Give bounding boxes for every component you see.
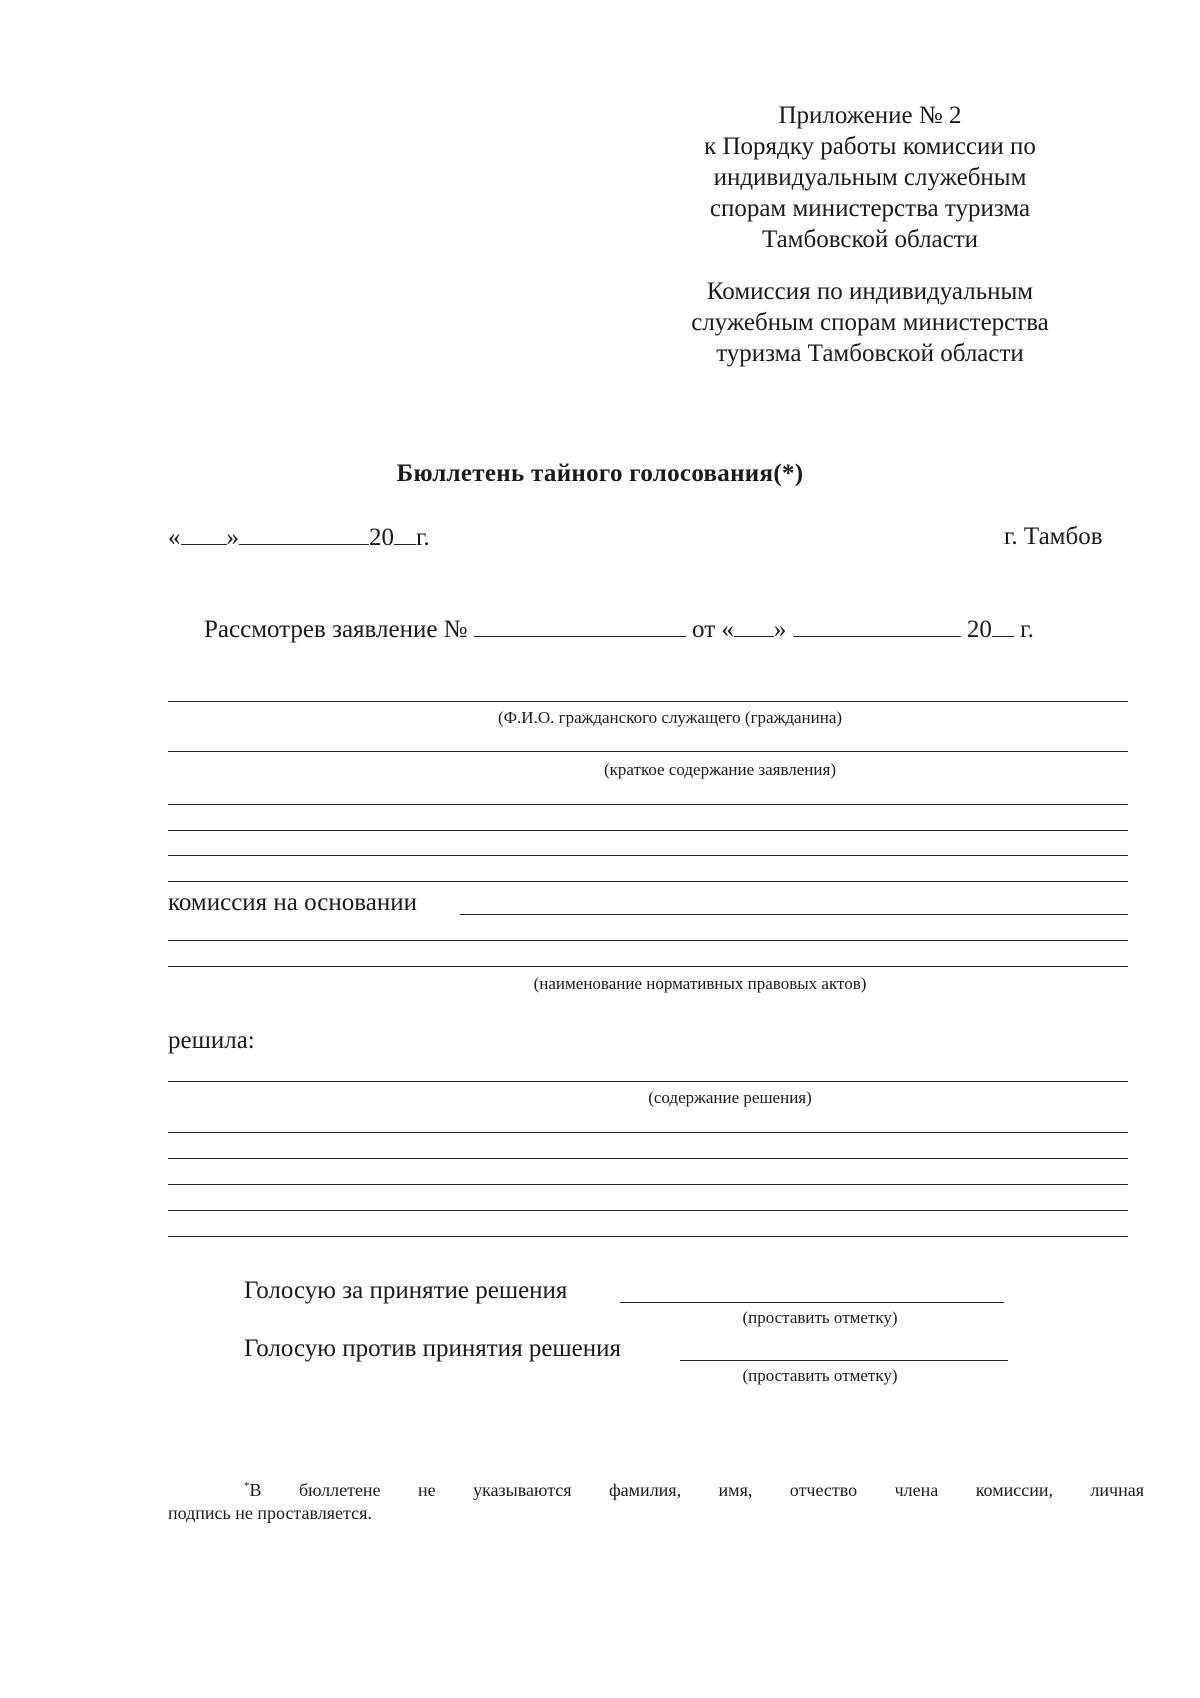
acts-caption: (наименование нормативных правовых актов): [533, 974, 867, 993]
statement-number-blank[interactable]: [474, 614, 686, 637]
vote-for-label: Голосую за принятие решения: [244, 1277, 568, 1304]
statement-close-quote: »: [773, 616, 787, 643]
basis-label: комиссия на основании: [168, 889, 417, 916]
date-year-prefix: 20: [369, 524, 394, 551]
basis-extra-line[interactable]: [168, 940, 1128, 941]
footnote-line-2: подпись не проставляется.: [168, 1503, 372, 1523]
appendix-line: Приложение № 2: [778, 102, 962, 129]
decision-line[interactable]: [168, 1081, 1128, 1082]
addressee-block: [690, 276, 1050, 369]
decision-extra-line[interactable]: [168, 1210, 1128, 1211]
decided-label: решила:: [168, 1027, 255, 1054]
summary-extra-line[interactable]: [168, 830, 1128, 831]
decision-extra-line[interactable]: [168, 1158, 1128, 1159]
summary-line[interactable]: [168, 751, 1128, 752]
footnote-mark: *: [244, 1480, 250, 1492]
statement-year-prefix: 20: [966, 616, 992, 643]
fio-line[interactable]: [168, 701, 1128, 702]
vote-against-line[interactable]: [680, 1360, 1008, 1361]
basis-extra-line[interactable]: [168, 966, 1128, 967]
statement-from: от «: [692, 616, 734, 643]
summary-extra-line[interactable]: [168, 881, 1128, 882]
vote-against-label: Голосую против принятия решения: [244, 1335, 622, 1362]
addressee-line: служебным спорам министерства: [691, 309, 1049, 336]
summary-extra-line[interactable]: [168, 855, 1128, 856]
page-title: Бюллетень тайного голосования(*): [396, 460, 804, 487]
footnote-text-1: В бюллетене не указываются фамилия, имя, отчество члена комиссии, личная: [249, 1480, 1144, 1500]
appendix-line: к Порядку работы комиссии по: [704, 133, 1036, 160]
summary-extra-line[interactable]: [168, 804, 1128, 805]
date-year-suffix: г.: [416, 524, 430, 551]
appendix-line: индивидуальным служебным: [713, 164, 1027, 191]
addressee-line: туризма Тамбовской области: [716, 340, 1024, 367]
date-month-blank[interactable]: [239, 522, 369, 545]
vote-for-hint: (проставить отметку): [742, 1308, 898, 1327]
decision-extra-line[interactable]: [168, 1184, 1128, 1185]
date-year-blank[interactable]: [394, 522, 416, 545]
appendix-block: [700, 100, 1040, 255]
date-day-blank[interactable]: [181, 522, 227, 545]
vote-against-hint: (проставить отметку): [742, 1366, 898, 1385]
statement-year-suffix: г.: [1020, 616, 1034, 643]
date-open-quote: «: [168, 524, 181, 551]
city: г. Тамбов: [1004, 523, 1103, 550]
fio-caption: (Ф.И.О. гражданского служащего (гражданина): [497, 708, 843, 727]
statement-prefix: Рассмотрев заявление №: [204, 616, 468, 643]
statement-year-blank[interactable]: [992, 614, 1014, 637]
appendix-line: спорам министерства туризма: [709, 195, 1031, 222]
statement-line: [204, 614, 1034, 645]
date-line: [168, 522, 430, 553]
appendix-line: Тамбовской области: [761, 226, 979, 253]
vote-for-line[interactable]: [620, 1302, 1004, 1303]
decision-caption: (содержание решения): [648, 1088, 812, 1107]
statement-month-blank[interactable]: [793, 614, 961, 637]
basis-line[interactable]: [460, 914, 1128, 915]
addressee-line: Комиссия по индивидуальным: [706, 278, 1034, 305]
decision-extra-line[interactable]: [168, 1132, 1128, 1133]
decision-extra-line[interactable]: [168, 1236, 1128, 1237]
summary-caption: (краткое содержание заявления): [604, 760, 836, 779]
footnote-line-1: [244, 1473, 1144, 1504]
date-close-quote: »: [226, 524, 239, 551]
statement-day-blank[interactable]: [734, 614, 774, 637]
